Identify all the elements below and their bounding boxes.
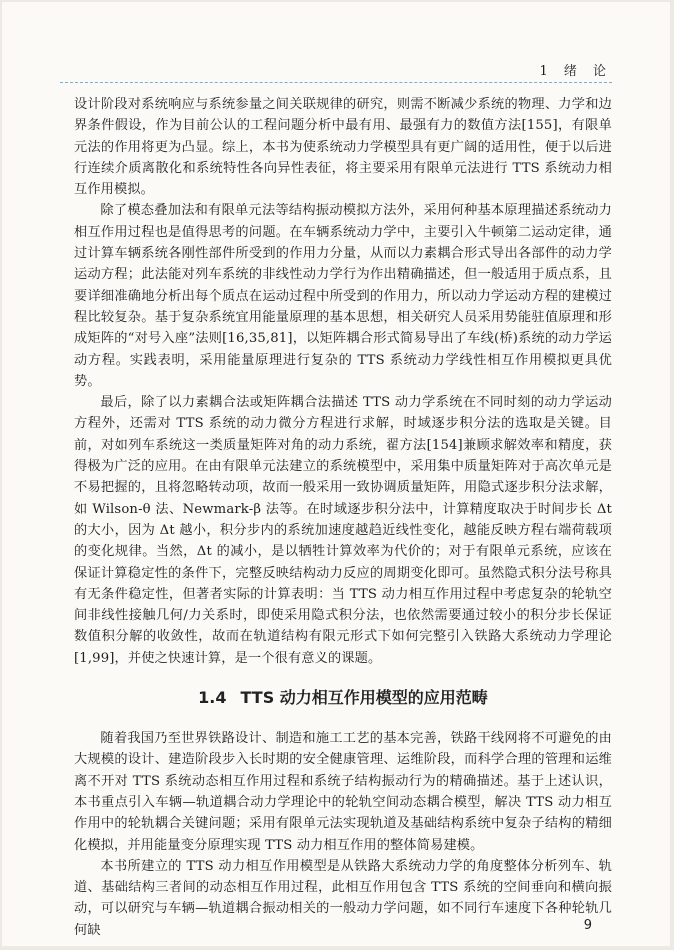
paragraph: 除了模态叠加法和有限单元法等结构振动模拟方法外，采用何种基本原理描述系统动力相互作用过程也是值得思考的问题。在车辆系统动力学中，主要引入牛顿第二运动定律，通过计算车辆系统各刚性部件所受到的作用力分量，从而以力素耦合形式导出各部件的动力学运动方程；此法能对列车系统的非线性动力学行为作出精确描述，但一般适用于质点系，且要详细准确地分析出每个质点在运动过程中所受到的作用力，所以动力学运动方程的建模过程比较复杂。基于复杂系统宜用能量原理的基本思想，相关研究人员采用势能驻值原理和形成矩阵的“对号入座”法则[16,35,81]，以矩阵耦合形式简易导出了车线(桥)系统的动力学运动方程。实践表明，采用能量原理进行复杂的 TTS 系统动力学线性相互作用模拟更具优势。 (74, 203, 612, 389)
paragraph: 随着我国乃至世界铁路设计、制造和施工工艺的基本完善，铁路干线网将不可避免的由大规模的设计、建造阶段步入长时期的安全健康管理、运维阶段，而科学合理的管理和运维离不开对 TTS 系统动态相互作用过程和系统子结构振动行为的精确描述。基于上述认识，本书重点引入车辆—轨道耦合动力学理论中的轮轨空间动态耦合模型，解决 TTS 动力相互作用中的轮轨耦合关键问题；采用有限单元法实现轨道及基础结构系统中复杂子结构的精细化模拟，并用能量变分原理实现 TTS 动力相互作用的整体简易建模。 (74, 731, 612, 853)
page-number: 9 (583, 918, 592, 933)
paragraph: 最后，除了以力素耦合法或矩阵耦合法描述 TTS 动力学系统在不同时刻的动力学运动方程外，还需对 TTS 系统的动力微分方程进行求解，时域逐步积分法的选取是关键。目前，对如列车系统这一类质量矩阵对角的动力系统，翟方法[154]兼顾求解效率和精度，获得极为广泛的应用。在由有限单元法建立的系统模型中，采用集中质量矩阵对于高次单元是不易把握的，且将忽略转动项，故而一般采用一致协调质量矩阵，用隐式逐步积分法求解，如 Wilson-θ 法、Newmark-β 法等。在时域逐步积分法中，计算精度取决于时间步长 Δt 的大小，因为 Δt 越小，积分步内的系统加速度越趋近线性变化，越能反映方程右端荷载项的变化规律。当然，Δt 的减小，是以牺牲计算效率为代价的；对于有限单元系统，应该在保证计算稳定性的条件下，完整反映结构动力反应的周期变化即可。虽然隐式积分法号称具有无条件稳定性，但著者实际的计算表明：当 TTS 动力相互作用过程中考虑复杂的轮轨空间非线性接触几何/力关系时，即使采用隐式积分法，也依然需要通过较小的积分步长保证数值积分解的收敛性，故而在轨道结构有限元形式下如何完整引入铁路大系统动力学理论[1,99]，并使之快速计算，是一个很有意义的课题。 (74, 395, 612, 666)
section-title: TTS 动力相互作用模型的应用范畴 (240, 688, 488, 708)
book-page (2, 2, 670, 946)
paragraph: 设计阶段对系统响应与系统参量之间关联规律的研究，则需不断减少系统的物理、力学和边界条件假设，作为目前公认的工程问题分析中最有用、最强有力的数值方法[155]，有限单元法的作用将更为凸显。综上，本书为使系统动力学模型具有更广阔的适用性，便于以后进行连续介质离散化和系统特性各向异性表征，将主要采用有限单元法进行 TTS 系统动力相互作用模拟。 (74, 97, 612, 198)
header-rule (60, 82, 612, 83)
body-text (74, 94, 612, 941)
section-number: 1.4 (198, 688, 227, 708)
running-head: 1 绪 论 (539, 64, 612, 79)
paragraph: 本书所建立的 TTS 动力相互作用模型是从铁路大系统动力学的角度整体分析列车、轨道、基础结构三者间的动态相互作用过程，此相互作用包含 TTS 系统的空间垂向和横向振动，可以研究与车辆—轨道耦合振动相关的一般动力学问题，如不同行车速度下各种轮轨几何缺 (74, 858, 612, 938)
section-heading (74, 685, 612, 708)
